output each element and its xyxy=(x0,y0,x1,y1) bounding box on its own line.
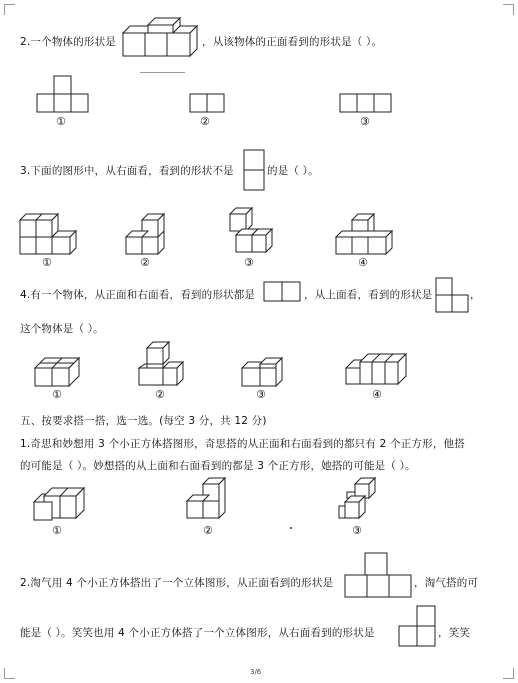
q4-option-4-label: ④ xyxy=(372,388,382,401)
corner-mark-tr xyxy=(503,4,514,15)
section5-q1-line1: 1.奇思和妙想用 3 个小正方体搭图形，奇思搭的从正面和右面看到的都只有 2 个正方形，他搭 xyxy=(20,438,465,450)
q4-option-1-figure[interactable] xyxy=(33,356,83,388)
q2-option-2-label: ② xyxy=(200,115,210,128)
dot-mark xyxy=(290,527,292,529)
corner-mark-br xyxy=(503,668,514,679)
q4-option-2-figure[interactable] xyxy=(137,340,187,390)
q3-option-3-label: ③ xyxy=(244,256,254,269)
q3-option-1-figure[interactable] xyxy=(18,212,80,256)
corner-mark-tl xyxy=(4,4,15,15)
q4-top-view-figure xyxy=(436,278,472,316)
q2-text-after: ，从该物体的正面看到的形状是（ ）。 xyxy=(202,36,383,48)
section5-q1-line2: 的可能是（ ）。妙想搭的从上面和右面看到的都是 3 个正方形，她搭的可能是（ ）。 xyxy=(20,460,416,472)
q2-option-3-label: ③ xyxy=(360,115,370,128)
q3-text-before: 3.下面的图形中，从右面看，看到的形状不是 xyxy=(20,165,234,177)
q2-option-1-label: ① xyxy=(56,115,66,128)
section5-q2-line1-after: ，淘气搭的可 xyxy=(414,577,479,589)
q4-option-2-label: ② xyxy=(155,388,165,401)
q4-text-after: ， xyxy=(470,289,481,301)
q2-text-before: 2.一个物体的形状是 xyxy=(20,36,117,48)
section5-q1-option-2-label: ② xyxy=(203,524,213,537)
q3-option-2-label: ② xyxy=(140,256,150,269)
q2-object-3d-figure xyxy=(120,16,200,56)
section5-q2-line1-before: 2.淘气用 4 个小正方体搭出了一个立体图形，从正面看到的形状是 xyxy=(20,577,334,589)
q4-text-before: 4.有一个物体，从正面和右面看，看到的形状都是 xyxy=(20,289,256,301)
q4-option-4-figure[interactable] xyxy=(344,354,410,388)
q2-option-2-figure[interactable] xyxy=(190,94,230,114)
q4-option-3-figure[interactable] xyxy=(240,356,290,388)
section5-q1-option-3-figure[interactable] xyxy=(337,476,381,526)
corner-mark-bl xyxy=(4,668,15,679)
q3-option-2-figure[interactable] xyxy=(124,212,168,256)
q3-option-4-figure[interactable] xyxy=(334,212,396,256)
q2-separator xyxy=(140,72,185,73)
q4-option-1-label: ① xyxy=(52,388,62,401)
q3-text-after: 的是（ ）。 xyxy=(267,165,319,177)
section5-q1-option-1-figure[interactable] xyxy=(32,488,88,524)
q3-option-4-label: ④ xyxy=(358,256,368,269)
q2-option-1-figure[interactable] xyxy=(37,76,93,114)
section5-q1-option-3-label: ③ xyxy=(352,524,362,537)
q4-option-3-label: ③ xyxy=(256,388,266,401)
q4-text-middle: ，从上面看，看到的形状是 xyxy=(304,289,433,301)
page-number: 3/6 xyxy=(250,668,262,676)
q3-option-3-figure[interactable] xyxy=(228,206,272,256)
section5-q1-option-1-label: ① xyxy=(52,524,62,537)
section5-heading: 五、按要求搭一搭，选一选。(每空 3 分，共 12 分) xyxy=(20,415,267,427)
section5-q2-right-view-figure xyxy=(399,606,439,650)
section5-q2-line2-before: 能是（ ）。笑笑也用 4 个小正方体搭了一个立体图形，从右面看到的形状是 xyxy=(20,627,375,639)
q2-option-3-figure[interactable] xyxy=(340,94,396,114)
q3-option-1-label: ① xyxy=(42,256,52,269)
q4-front-right-view-figure xyxy=(264,282,304,304)
section5-q2-front-view-figure xyxy=(345,553,415,599)
q4-text-line2: 这个物体是（ ）。 xyxy=(20,323,104,335)
section5-q1-option-2-figure[interactable] xyxy=(185,476,235,526)
section5-q2-line2-after: ，笑笑 xyxy=(438,627,471,639)
q3-right-view-figure xyxy=(244,150,266,192)
